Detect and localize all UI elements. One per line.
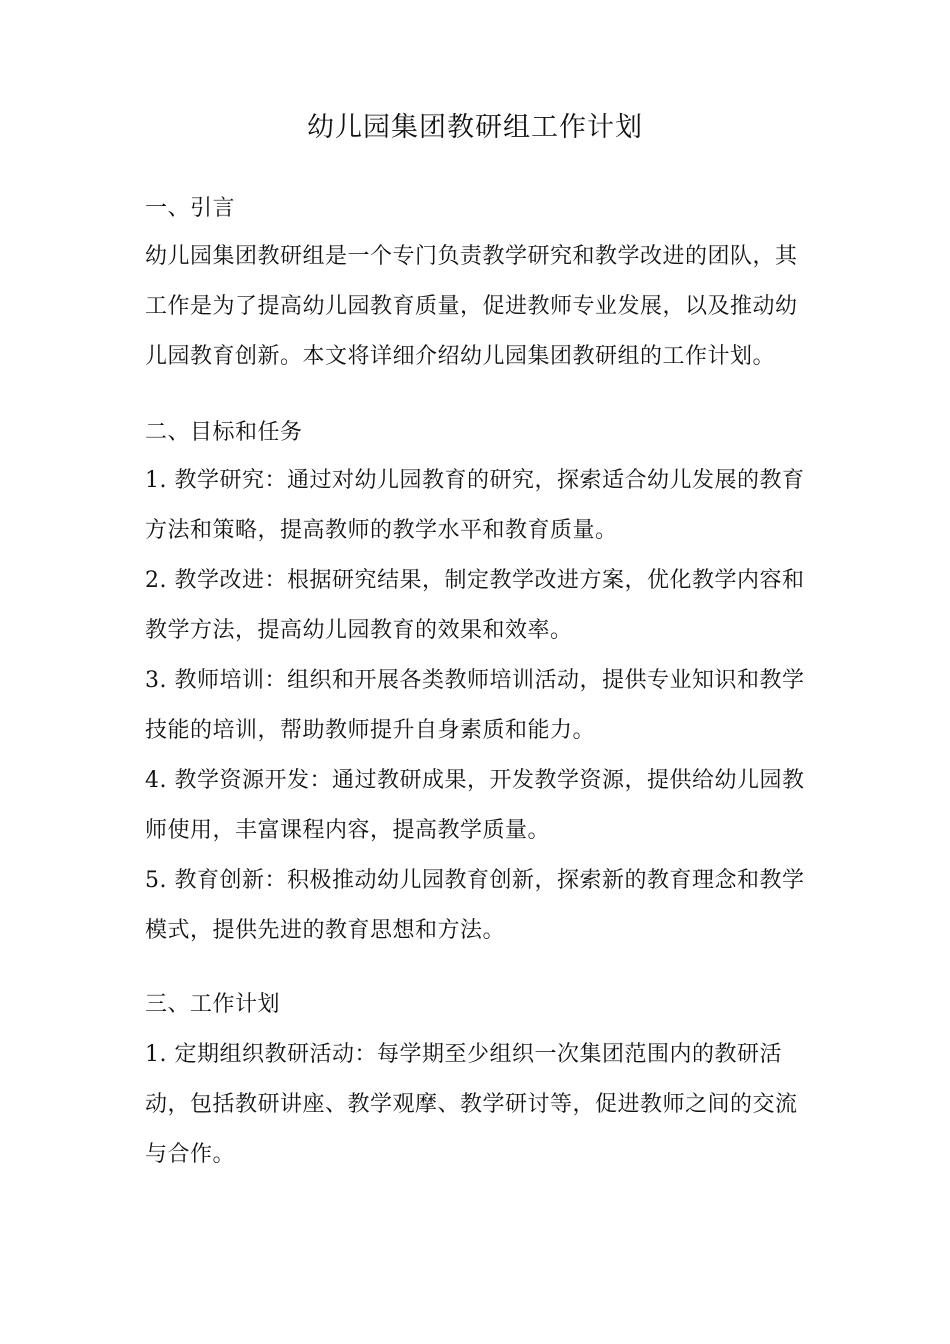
section-heading-work-plan: 三、工作计划	[145, 992, 281, 1017]
goal-item-3: 3. 教师培训：组织和开展各类教师培训活动，提供专业知识和教学技能的培训，帮助教师提升自身素质和能力。	[145, 668, 805, 743]
goal-item-2: 2. 教学改进：根据研究结果，制定教学改进方案，优化教学内容和教学方法，提高幼儿园教育的效果和效率。	[145, 568, 805, 643]
introduction-paragraph: 幼儿园集团教研组是一个专门负责教学研究和教学改进的团队，其工作是为了提高幼儿园教育质量，促进教师专业发展，以及推动幼儿园教育创新。本文将详细介绍幼儿园集团教研组的工作计划。	[145, 244, 798, 369]
document-title: 幼儿园集团教研组工作计划	[307, 112, 643, 143]
goal-item-1: 1. 教学研究：通过对幼儿园教育的研究，探索适合幼儿发展的教育方法和策略，提高教师的教学水平和教育质量。	[145, 468, 805, 543]
plan-item-1: 1. 定期组织教研活动：每学期至少组织一次集团范围内的教研活动，包括教研讲座、教学观摩、教学研讨等，促进教师之间的交流与合作。	[145, 1042, 798, 1167]
section-heading-goals: 二、目标和任务	[145, 420, 303, 445]
goal-item-5: 5. 教育创新：积极推动幼儿园教育创新，探索新的教育理念和教学模式，提供先进的教育思想和方法。	[145, 868, 805, 943]
goal-item-4: 4. 教学资源开发：通过教研成果，开发教学资源，提供给幼儿园教师使用，丰富课程内容，提高教学质量。	[145, 768, 805, 843]
section-heading-introduction: 一、引言	[145, 196, 236, 221]
